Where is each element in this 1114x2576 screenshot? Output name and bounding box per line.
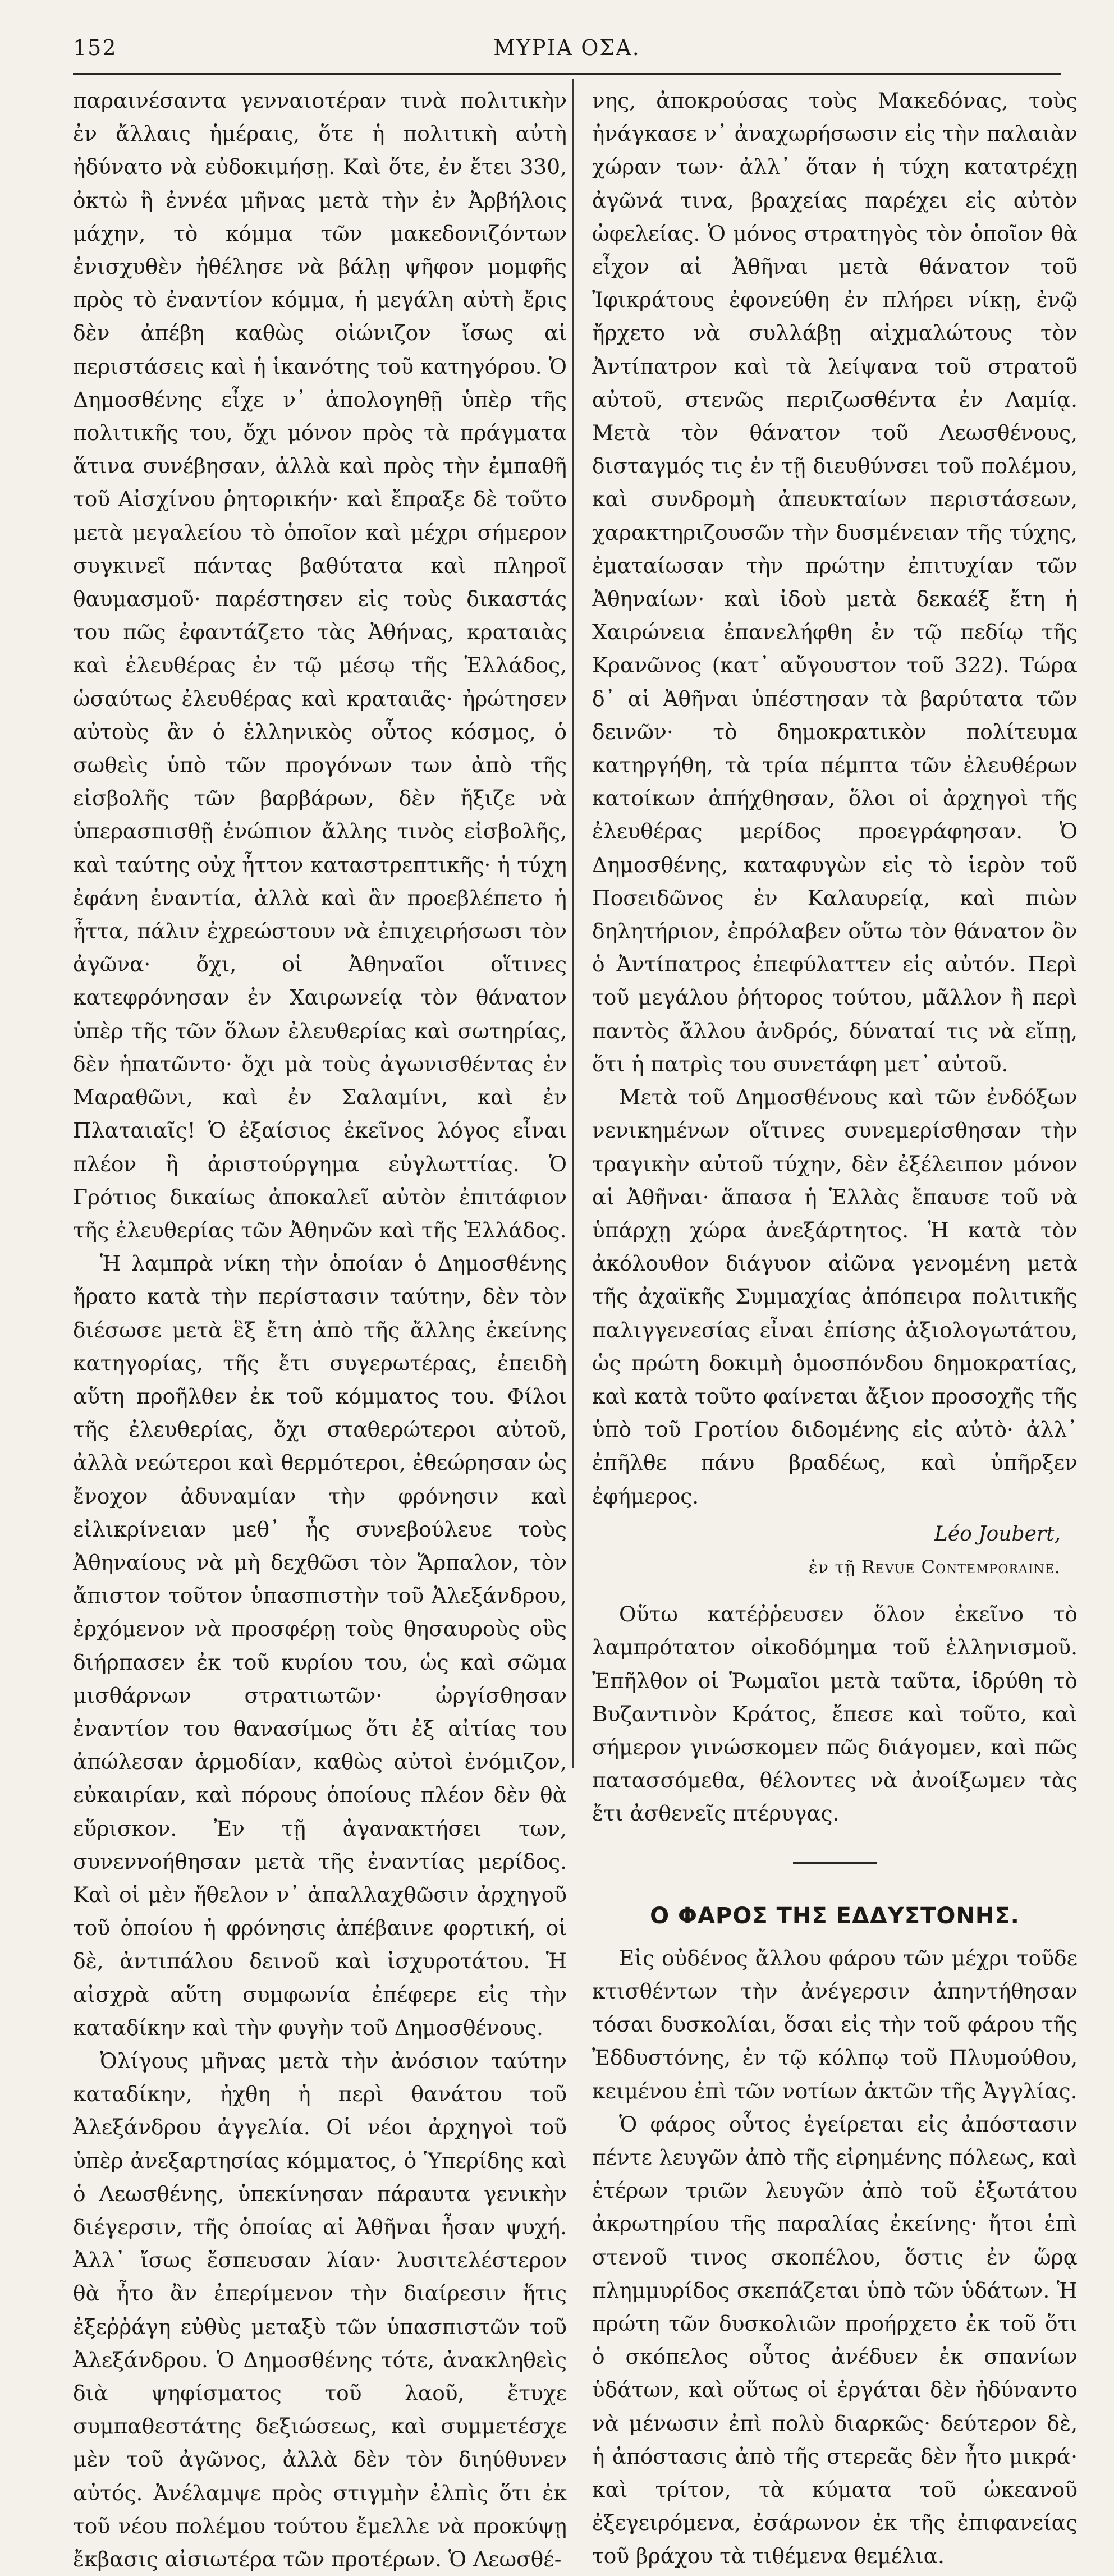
paragraph: Ἡ λαμπρὰ νίκη τὴν ὁποίαν ὁ Δημοσθένης ἤρατο κατὰ τὴν περίστασιν ταύτην, δὲν τὸν διέσωσε μετὰ ἓξ ἔτη ἀπὸ τῆς ἄλλης ἐκείνης κατηγορίας, τῆς ἔτι συγερωτέρας, ἐπειδὴ αὕτη προῆλθεν ἐκ τοῦ κόμματος του. Φίλοι τῆς ἐλευθερίας, ὄχι σταθερώτεροι αὐτοῦ, ἀλλὰ νεώτεροι καὶ θερμότεροι, ἐθεώρησαν ὡς ἔνοχον ἀδυναμίαν τὴν φρόνησιν καὶ εἰλικρίνειαν μεθ᾿ ἧς συνεβούλευε τοὺς Ἀθηναίους νὰ μὴ δεχθῶσι τὸν Ἅρπαλον, τὸν ἄπιστον τοῦτον ὑπασπιστὴν τοῦ Ἀλεξάνδρου, ἐρχόμενον νὰ προσφέρῃ τοὺς θησαυροὺς οὓς διήρπασεν ἐκ τοῦ κυρίου του, ὡς καὶ σῶμα μισθάρνων στρατιωτῶν· ὠργίσθησαν ἐναντίον του θανασίμως ὅτι ἐξ αἰτίας του ἀπώλεσαν ἁρμοδίαν, καθὼς αὐτοὶ ἐνόμιζον, εὐκαιρίαν, καὶ πόρους ὁποίους πλέον δὲν θὰ εὕρισκον. Ἐν τῇ ἀγανακτήσει των, συνεννοήθησαν μετὰ τῆς ἐναντίας μερίδος. Καὶ οἱ μὲν ἤθελον ν᾿ ἀπαλλαχθῶσιν ἀρχηγοῦ τοῦ ὁποίου ἡ φρόνησις ἀπέβαινε φορτική, οἱ δὲ, ἀντιπάλου δεινοῦ καὶ ἰσχυροτάτου. Ἡ αἰσχρὰ αὕτη συμφωνία ἐπέφερε εἰς τὴν καταδίκην καὶ τὴν φυγὴν τοῦ Δημοσθένους. [73, 1251, 567, 2040]
paragraph: Ὀλίγους μῆνας μετὰ τὴν ἀνόσιον ταύτην καταδίκην, ἠχθη ἡ περὶ θανάτου τοῦ Ἀλεξάνδρου ἀγγελία. Οἱ νέοι ἀρχηγοὶ τοῦ ὑπὲρ ἀνεξαρτησίας κόμματος, ὁ Ὑπερίδης καὶ ὁ Λεωσθένης, ὑπεκίνησαν πάραυτα γενικὴν διέγερσιν, τῆς ὁποίας αἱ Ἀθῆναι ἦσαν ψυχή. Ἀλλ᾿ ἴσως ἔσπευσαν λίαν· λυσιτελέστερον θὰ ἦτο ἂν ἐπερίμενον τὴν διαίρεσιν ἥτις ἐξεῤῥάγη εὐθὺς μεταξὺ τῶν ὑπασπιστῶν τοῦ Ἀλεξάνδρου. Ὁ Δημοσθένης τότε, ἀνακληθεὶς διὰ ψηφίσματος τοῦ λαοῦ, ἔτυχε συμπαθεστάτης δεξιώσεως, καὶ συμμετέσχε μὲν τοῦ ἀγῶνος, ἀλλὰ δὲν τὸν διηύθυνεν αὐτός. Ἀνέλαμψε πρὸς στιγμὴν ἐλπὶς ὅτι ἐκ τοῦ νέου πολέμου τούτου ἔμελλε νὰ προκύψῃ ἔκβασις αἰσιωτέρα τῶν προτέρων. Ὁ Λεωσθέ- [73, 2048, 567, 2572]
source-citation [592, 1551, 1078, 1584]
column-rule [572, 79, 574, 1768]
header-rule [73, 73, 1061, 75]
page-header [73, 31, 1061, 65]
paragraph: νης, ἀποκρούσας τοὺς Μακεδόνας, τοὺς ἠνάγκασε ν᾿ ἀναχωρήσωσιν εἰς τὴν παλαιὰν χώραν των· ἀλλ᾿ ὅταν ἡ τύχη κατατρέχῃ ἀγῶνά τινα, βραχείας παρέχει εἰς αὐτὸν ὠφελείας. Ὁ μόνος στρατηγὸς τὸν ὁποῖον θὰ εἶχον αἱ Ἀθῆναι μετὰ θάνατον τοῦ Ἰφικράτους ἐφονεύθη ἐν πλήρει νίκῃ, ἐνῷ ἤρχετο νὰ συλλάβῃ αἰχμαλώτους τὸν Ἀντίπατρον καὶ τὰ λείψανα τοῦ στρατοῦ αὐτοῦ, στενῶς περιζωσθέντα ἐν Λαμίᾳ. Μετὰ τὸν θάνατον τοῦ Λεωσθένους, δισταγμός τις ἐν τῇ διευθύνσει τοῦ πολέμου, καὶ συνδρομὴ ἀπευκταίων περιστάσεων, χαρακτηριζουσῶν τὴν δυσμένειαν τῆς τύχης, ἐματαίωσαν τὴν πρώτην ἐπιτυχίαν τῶν Ἀθηναίων· καὶ ἰδοὺ μετὰ δεκαέξ ἔτη ἡ Χαιρώνεια ἐπανελήφθη ἐν τῷ πεδίῳ τῆς Κρανῶνος (κατ᾿ αὔγουστον τοῦ 322). Τώρα δ᾿ αἱ Ἀθῆναι ὑπέστησαν τὰ βαρύτατα τῶν δεινῶν· τὸ δημοκρατικὸν πολίτευμα κατηργήθη, τὰ τρία πέμπτα τῶν ἐλευθέρων κατοίκων ἀπήχθησαν, ὅλοι οἱ ἀρχηγοὶ τῆς ἐλευθέρας μερίδος προεγράφησαν. Ὁ Δημοσθένης, καταφυγὼν εἰς τὸ ἱερὸν τοῦ Ποσειδῶνος ἐν Καλαυρείᾳ, καὶ πιὼν δηλητήριον, ἐπρόλαβεν οὕτω τὸν θάνατον ὃν ὁ Ἀντίπατρος ἐπεφύλαττεν εἰς αὐτόν. Περὶ τοῦ μεγάλου ῥήτορος τούτου, μᾶλλον ἢ περὶ παντὸς ἄλλου ἀνδρός, δύναταί τις νὰ εἴπῃ, ὅτι ἡ πατρὶς του συνετάφη μετ᾿ αὐτοῦ. [592, 88, 1078, 1076]
right-column [592, 84, 1078, 2573]
source-prefix: ἐν τῇ [808, 1557, 856, 1578]
left-column [73, 84, 567, 2576]
section-title: Ο ΦΑΡΟΣ ΤΗΣ ΕΔΔΥΣΤΟΝΗΣ. [650, 1903, 1020, 1929]
paragraph: παραινέσαντα γενναιοτέραν τινὰ πολιτικὴν ἐν ἄλλαις ἡμέραις, ὅτε ἡ πολιτικὴ αὐτὴ ἠδύνατο νὰ εὐδοκιμήσῃ. Καὶ ὅτε, ἐν ἔτει 330, ὀκτὼ ἢ ἐννέα μῆνας μετὰ τὴν ἐν Ἀρβήλοις μάχην, τὸ κόμμα τῶν μακεδονιζόντων ἐνισχυθὲν ἠθέλησε νὰ βάλῃ ψῆφον μομφῆς πρὸς τὸ ἐναντίον κόμμα, ἡ μεγάλη αὐτὴ ἔρις δὲν ἀπέβη καθὼς οἰώνιζον ἴσως αἱ περιστάσεις καὶ ἡ ἱκανότης τοῦ κατηγόρου. Ὁ Δημοσθένης εἶχε ν᾿ ἀπολογηθῇ ὑπὲρ τῆς πολιτικῆς του, ὄχι μόνον πρὸς τὰ πράγματα ἅτινα συνέβησαν, ἀλλὰ καὶ πρὸς τὴν ἐμπαθῆ τοῦ Αἰσχίνου ῥητορικήν· καὶ ἔπραξε δὲ τοῦτο μετὰ μεγαλείου τὸ ὁποῖον καὶ μέχρι σήμερον συγκινεῖ πάντας βαθύτατα καὶ πληροῖ θαυμασμοῦ· παρέστησεν εἰς τοὺς δικαστάς του πῶς ἐφαντάζετο τὰς Ἀθήνας, κραταιὰς καὶ ἐλευθέρας ἐν τῷ μέσῳ τῆς Ἑλλάδος, ὡσαύτως ἐλευθέρας καὶ κραταιᾶς· ἠρώτησεν αὐτοὺς ἂν ὁ ἑλληνικὸς οὗτος κόσμος, ὁ σωθεὶς ὑπὸ τῶν προγόνων των ἀπὸ τῆς εἰσβολῆς τῶν βαρβάρων, δὲν ἤξιζε νὰ ὑπερασπισθῇ ἐνώπιον ἄλλης τινὸς εἰσβολῆς, καὶ ταύτης οὐχ ἧττον καταστρεπτικῆς· ἡ τύχη ἐφάνη ἐναντία, ἀλλὰ καὶ ἂν προεβλέπετο ἡ ἧττα, πάλιν ἐχρεώστουν νὰ ἐπιχειρήσωσι τὸν ἀγῶνα· ὄχι, οἱ Ἀθηναῖοι οἵτινες κατεφρόνησαν ἐν Χαιρωνείᾳ τὸν θάνατον ὑπὲρ τῆς τῶν ὅλων ἐλευθερίας καὶ σωτηρίας, δὲν ἡπατῶντο· ὄχι μὰ τοὺς ἀγωνισθέντας ἐν Μαραθῶνι, καὶ ἐν Σαλαμίνι, καὶ ἐν Πλαταιαῖς! Ὁ ἐξαίσιος ἐκεῖνος λόγος εἶναι πλέον ἢ ἀριστούργημα εὐγλωττίας. Ὁ Γρότιος δικαίως ἀποκαλεῖ αὐτὸν ἐπιτάφιον τῆς ἐλευθερίας τῶν Ἀθηνῶν καὶ τῆς Ἑλλάδος. [73, 88, 567, 1243]
section-divider [793, 1862, 877, 1864]
source-name: Revue Contemporaine. [861, 1556, 1061, 1578]
paragraph: Εἰς οὐδένος ἄλλου φάρου τῶν μέχρι τοῦδε κτισθέντων τὴν ἀνέγερσιν ἀπηντήθησαν τόσαι δυσκολίαι, ὅσαι εἰς τὴν τοῦ φάρου τῆς Ἐδδυστόνης, ἐν τῷ κόλπῳ τοῦ Πλυμούθου, κειμένου ἐπὶ τῶν νοτίων ἀκτῶν τῆς Ἀγγλίας. [592, 1945, 1078, 2103]
running-title: ΜΥΡΙΑ ΟΣΑ. [493, 35, 640, 60]
page-number: 152 [73, 35, 117, 60]
paragraph: Ὁ φάρος οὗτος ἐγείρεται εἰς ἀπόστασιν πέντε λευγῶν ἀπὸ τῆς εἰρημένης πόλεως, καὶ ἑτέρων τριῶν λευγῶν ἀπὸ τοῦ ἐξωτάτου ἀκρωτηρίου τῆς παραλίας ἐκείνης· ἤτοι ἐπὶ στενοῦ τινος σκοπέλου, ὅστις ἐν ὥρᾳ πλημμυρίδος σκεπάζεται ὑπὸ τῶν ὑδάτων. Ἡ πρώτη τῶν δυσκολιῶν προήρχετο ἐκ τοῦ ὅτι ὁ σκόπελος οὗτος ἀνέδυεν ἐκ σπανίων ὑδάτων, καὶ οὕτως οἱ ἐργάται δὲν ἠδύναντο νὰ μένωσιν ἐπὶ πολὺ διαρκῶς· δεύτερον δὲ, ἡ ἀπόστασις ἀπὸ τῆς στερεᾶς δὲν ἦτο μικρά· καὶ τρίτον, τὰ κύματα τοῦ ὠκεανοῦ ἐξεγειρόμενα, ἐσάρωνον ἐκ τῆς ἐπιφανείας τοῦ βράχου τὰ τιθέμενα θεμέλια. [592, 2111, 1078, 2569]
closing-paragraph: Οὕτω κατέῤῥευσεν ὅλον ἐκεῖνο τὸ λαμπρότατον οἰκοδόμημα τοῦ ἑλληνισμοῦ. Ἐπῆλθον οἱ Ῥωμαῖοι μετὰ ταῦτα, ἱδρύθη τὸ Βυζαντινὸν Κράτος, ἔπεσε καὶ τοῦτο, καὶ σήμερον γινώσκομεν πῶς διάγομεν, καὶ πῶς πατασσόμεθα, θέλοντες νὰ ἀνοίξωμεν τὰς ἔτι ἀσθενεῖς πτέρυγας. [592, 1602, 1078, 1826]
paragraph: Μετὰ τοῦ Δημοσθένους καὶ τῶν ἐνδόξων νενικημένων οἵτινες συνεμερίσθησαν τὴν τραγικὴν αὐτοῦ τύχην, δὲν ἐξέλειπον μόνον αἱ Ἀθῆναι· ἅπασα ἡ Ἑλλὰς ἔπαυσε τοῦ νὰ ὑπάρχῃ χώρα ἀνεξάρτητος. Ἡ κατὰ τὸν ἀκόλουθον διάγυον αἰῶνα γενομένη μετὰ τῆς ἀχαϊκῆς Συμμαχίας ἀπόπειρα πολιτικῆς παλιγγενεσίας εἶναι ἐπίσης ἀξιολογωτάτου, ὡς πρώτη δοκιμὴ ὁμοσπόνδου δημοκρατίας, καὶ κατὰ τοῦτο φαίνεται ἄξιον προσοχῆς τῆς ὑπὸ τοῦ Γροτίου διδομένης εἰς αὐτὸ· ἀλλ᾿ ἐπῆλθε πάνυ βραδέως, καὶ ὑπῆρξεν ἐφήμερος. [592, 1085, 1078, 1509]
author-signature: Léo Joubert, [934, 1522, 1061, 1546]
